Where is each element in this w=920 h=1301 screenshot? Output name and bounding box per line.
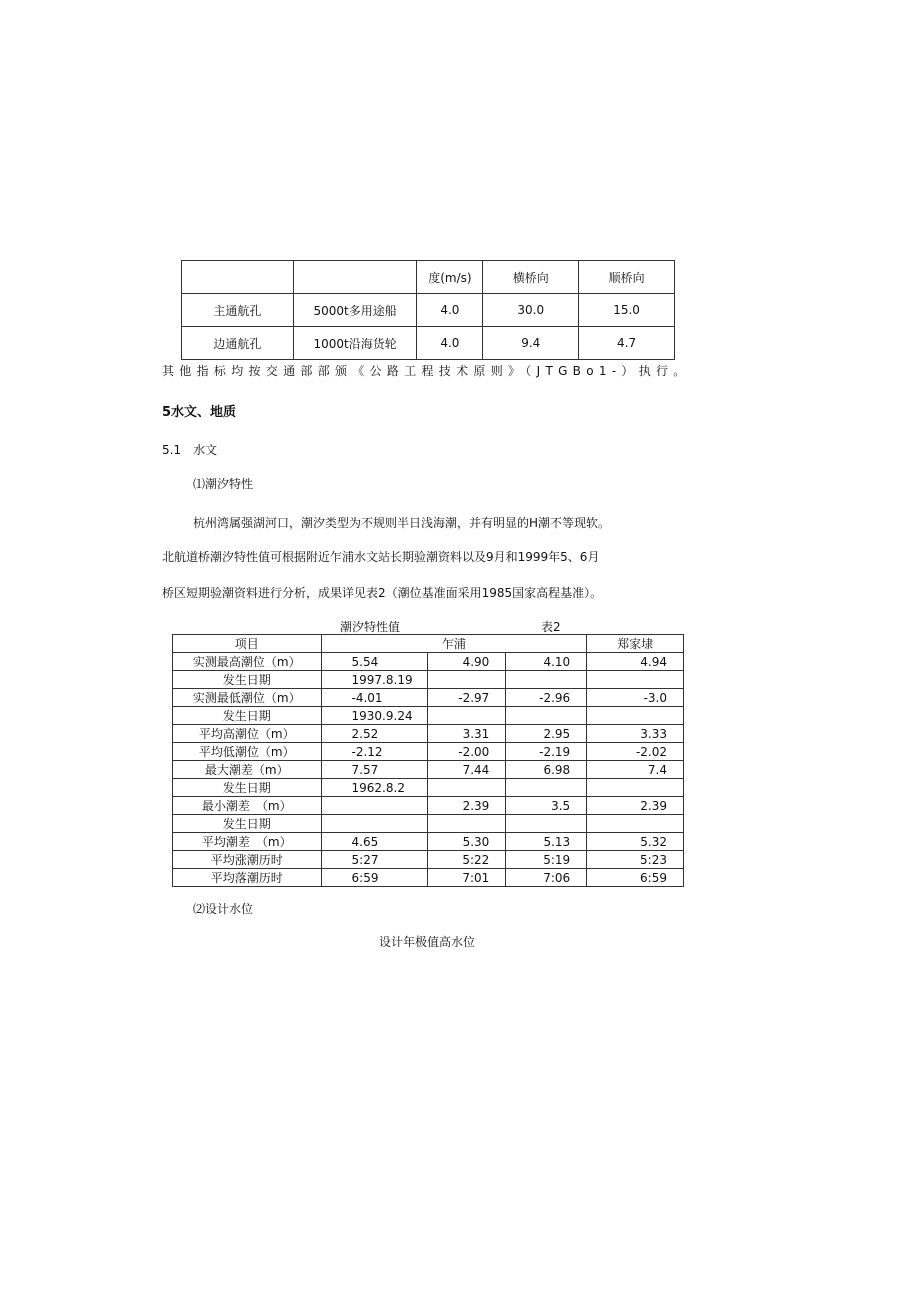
table-cell: 9.4 xyxy=(483,327,579,360)
table-cell: -2.97 xyxy=(428,689,506,707)
table-cell: -2.96 xyxy=(506,689,587,707)
table-number: 表2 xyxy=(541,620,561,634)
table-cell: 平均高潮位（m） xyxy=(173,725,322,743)
table-cell xyxy=(506,779,587,797)
table-cell: 发生日期 xyxy=(173,671,322,689)
item-heading: ⑴潮汐特性 xyxy=(193,477,254,491)
table-cell: 平均潮差 （m） xyxy=(173,833,322,851)
table-cell: 实测最低潮位（m） xyxy=(173,689,322,707)
table-row xyxy=(173,815,684,833)
table-cell: 6:59 xyxy=(587,869,684,887)
table-cell: -2.00 xyxy=(428,743,506,761)
table-cell: 5.32 xyxy=(587,833,684,851)
table-cell: 1000t沿海货轮 xyxy=(293,327,417,360)
table-cell xyxy=(506,671,587,689)
table-cell xyxy=(428,707,506,725)
table-row xyxy=(182,327,675,360)
navigation-table xyxy=(181,260,675,360)
table-row xyxy=(173,869,684,887)
table-cell: 平均低潮位（m） xyxy=(173,743,322,761)
table-cell: 4.7 xyxy=(579,327,675,360)
table-cell: 发生日期 xyxy=(173,707,322,725)
table-row xyxy=(173,797,684,815)
table-cell: -4.01 xyxy=(321,689,428,707)
table-cell: 发生日期 xyxy=(173,815,322,833)
paragraph: 杭州湾属强湖河口，潮汐类型为不规则半日浅海潮，并有明显的H潮不等现软。 xyxy=(193,516,611,530)
table-cell: 5:23 xyxy=(587,851,684,869)
table-cell: 乍浦 xyxy=(321,635,587,653)
table-cell: 7.44 xyxy=(428,761,506,779)
table-cell: 主通航孔 xyxy=(182,294,294,327)
table-cell: 4.94 xyxy=(587,653,684,671)
table-cell: 7:01 xyxy=(428,869,506,887)
table-cell: 最大潮差（m） xyxy=(173,761,322,779)
table-row xyxy=(173,707,684,725)
table-row xyxy=(182,294,675,327)
table-cell xyxy=(587,707,684,725)
table-cell xyxy=(182,261,294,294)
table-cell: 顺桥向 xyxy=(579,261,675,294)
table-cell: -3.0 xyxy=(587,689,684,707)
table-cell: 项目 xyxy=(173,635,322,653)
table-cell: -2.19 xyxy=(506,743,587,761)
table-cell xyxy=(428,671,506,689)
table-cell: 1930.9.24 xyxy=(321,707,428,725)
table-row xyxy=(173,725,684,743)
table-row xyxy=(173,689,684,707)
table-cell: 3.33 xyxy=(587,725,684,743)
table-cell: -2.02 xyxy=(587,743,684,761)
table-row xyxy=(173,671,684,689)
table-row xyxy=(173,653,684,671)
table-cell: 6.98 xyxy=(506,761,587,779)
subsection-heading: 5.1 水文 xyxy=(162,443,218,457)
table-cell: 2.39 xyxy=(428,797,506,815)
table-row xyxy=(173,761,684,779)
table-cell: 4.0 xyxy=(417,294,483,327)
table-cell: 最小潮差 （m） xyxy=(173,797,322,815)
table-cell: 7.57 xyxy=(321,761,428,779)
paragraph: 桥区短期验潮资料进行分析，成果详见表2（潮位基准面采用1985国家高程基准）。 xyxy=(162,586,603,600)
table-cell: 7:06 xyxy=(506,869,587,887)
table-cell: 横桥向 xyxy=(483,261,579,294)
table-cell xyxy=(428,815,506,833)
item-heading: ⑵设计水位 xyxy=(193,902,254,916)
table-cell xyxy=(587,671,684,689)
table-cell: 边通航孔 xyxy=(182,327,294,360)
table-cell: 3.31 xyxy=(428,725,506,743)
table-cell: 2.39 xyxy=(587,797,684,815)
table-cell: 4.65 xyxy=(321,833,428,851)
table-cell xyxy=(587,779,684,797)
table-cell: 5:27 xyxy=(321,851,428,869)
table-row xyxy=(173,743,684,761)
table-cell xyxy=(587,815,684,833)
table-cell: 实测最高潮位（m） xyxy=(173,653,322,671)
sub-caption: 设计年极值高水位 xyxy=(379,935,476,949)
table-caption: 潮汐特性值 xyxy=(340,620,401,634)
table-row xyxy=(173,779,684,797)
table-cell: 2.52 xyxy=(321,725,428,743)
table-cell xyxy=(506,707,587,725)
table-cell: 平均涨潮历时 xyxy=(173,851,322,869)
table-cell: 发生日期 xyxy=(173,779,322,797)
table-cell: -2.12 xyxy=(321,743,428,761)
table-cell: 5000t多用途船 xyxy=(293,294,417,327)
table-cell: 2.95 xyxy=(506,725,587,743)
table-cell: 7.4 xyxy=(587,761,684,779)
table-cell xyxy=(428,779,506,797)
table-cell: 郑家埭 xyxy=(587,635,684,653)
table-cell: 5.30 xyxy=(428,833,506,851)
note-line: 其他指标均按交通部部颁《公路工程技术原则》（JTGBo1-）执行。 xyxy=(162,364,691,378)
table-cell: 5.54 xyxy=(321,653,428,671)
table-header-row xyxy=(182,261,675,294)
table-cell: 15.0 xyxy=(579,294,675,327)
table-cell xyxy=(293,261,417,294)
table-cell: 5.13 xyxy=(506,833,587,851)
table-row xyxy=(173,833,684,851)
table-cell: 4.0 xyxy=(417,327,483,360)
table-cell: 1997.8.19 xyxy=(321,671,428,689)
table-header-row xyxy=(173,635,684,653)
table-cell xyxy=(506,815,587,833)
table-cell xyxy=(321,815,428,833)
tide-table xyxy=(172,634,684,887)
table-cell: 6:59 xyxy=(321,869,428,887)
table-cell: 度(m/s) xyxy=(417,261,483,294)
table-cell: 平均落潮历时 xyxy=(173,869,322,887)
paragraph: 北航道桥潮汐特性值可根据附近乍浦水文站长期验潮资料以及9月和1999年5、6月 xyxy=(162,550,600,564)
table-cell: 3.5 xyxy=(506,797,587,815)
table-cell xyxy=(321,797,428,815)
table-cell: 5:19 xyxy=(506,851,587,869)
table-cell: 1962.8.2 xyxy=(321,779,428,797)
section-heading: 5水文、地质 xyxy=(162,405,237,420)
table-cell: 30.0 xyxy=(483,294,579,327)
table-cell: 4.10 xyxy=(506,653,587,671)
table-cell: 5:22 xyxy=(428,851,506,869)
table-cell: 4.90 xyxy=(428,653,506,671)
table-row xyxy=(173,851,684,869)
